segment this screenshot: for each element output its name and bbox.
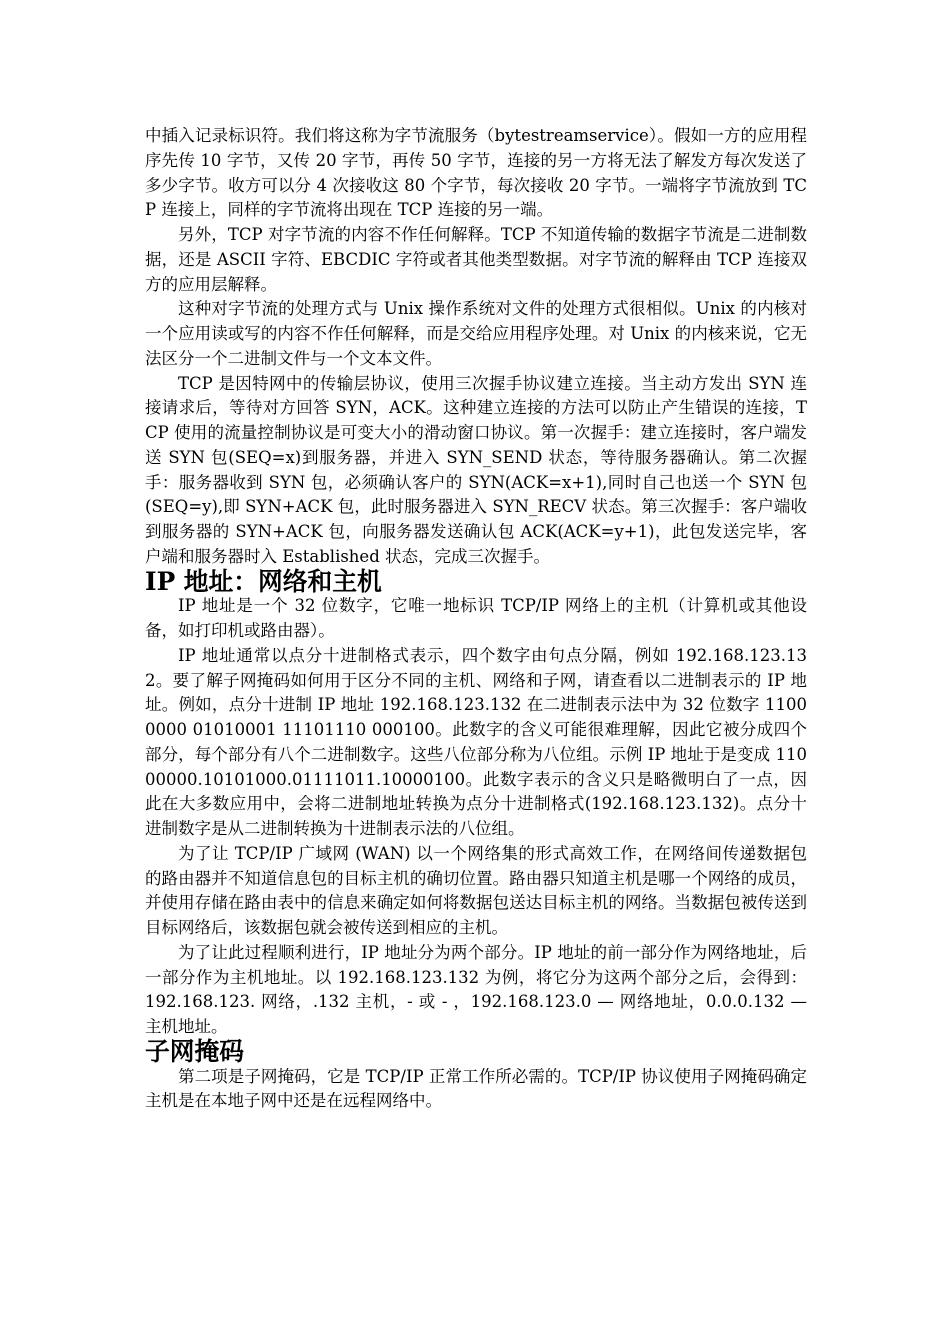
paragraph-ip-definition: IP 地址是一个 32 位数字，它唯一地标识 TCP/IP 网络上的主机（计算机或其他设备，如打印机或路由器）。 [145, 596, 807, 640]
paragraph-three-way-handshake: TCP 是因特网中的传输层协议，使用三次握手协议建立连接。当主动方发出 SYN 连接请求后，等待对方回答 SYN，ACK。这种建立连接的方法可以防止产生错误的连接，TCP 使用的流量控制协议是可变大小的滑动窗口协议。第一次握手：建立连接时，客户端发送 SYN 包(SEQ=x)到服务器，并进入 SYN_SEND 状态，等待服务器确认。第二次握手：服务器收到 SYN 包，必须确认客户的 SYN(ACK=x+1),同时自己也送一个 SYN 包(SEQ=y),即 SYN+ACK 包，此时服务器进入 SYN_RECV 状态。第三次握手：客户端收到服务器的 SYN+ACK 包，向服务器发送确认包 ACK(ACK=y+1)，此包发送完毕，客户端和服务器时入 Established 状态，完成三次握手。 [145, 373, 807, 566]
paragraph-unix-analogy: 这种对字节流的处理方式与 Unix 操作系统对文件的处理方式很相似。Unix 的内核对一个应用读或写的内容不作任何解释，而是交给应用程序处理。对 Unix 的内核来说，它无法区分一个二进制文件与一个文本文件。 [145, 299, 807, 368]
paragraph-dotted-decimal: IP 地址通常以点分十进制格式表示，四个数字由句点分隔，例如 192.168.123.132。要了解子网掩码如何用于区分不同的主机、网络和子网，请查看以二进制表示的 IP 地址。例如，点分十进制 IP 地址 192.168.123.132 在二进制表示法中为 32 位数字 11000000 01010001 11101110 000100。此数字的含义可能很难理解，因此它被分成四个部分，每个部分有八个二进制数字。这些八位部分称为八位组。示例 IP 地址于是变成 11000000.10101000.01111011.10000100。此数字表示的含义只是略微明白了一点，因此在大多数应用中，会将二进制地址转换为点分十进制格式(192.168.123.132)。点分十进制数字是从二进制转换为十进制表示法的八位组。 [145, 645, 807, 838]
paragraph-bytestream: 中插入记录标识符。我们将这称为字节流服务（bytestreamservice）。假如一方的应用程序先传 10 字节，又传 20 字节，再传 50 字节，连接的另一方将无法了解发方每次发送了多少字节。收方可以分 4 次接收这 80 个字节，每次接收 20 字节。一端将字节流放到 TCP 连接上，同样的字节流将出现在 TCP 连接的另一端。 [145, 126, 807, 220]
paragraph-tcp-no-interpretation: 另外，TCP 对字节流的内容不作任何解释。TCP 不知道传输的数据字节流是二进制数据，还是 ASCII 字符、EBCDIC 字符或者其他类型数据。对字节流的解释由 TCP 连接双方的应用层解释。 [145, 225, 807, 294]
document-page [145, 124, 807, 1114]
paragraph-network-host-split: 为了让此过程顺利进行，IP 地址分为两个部分。IP 地址的前一部分作为网络地址，后一部分作为主机地址。以 192.168.123.132 为例，将它分为这两个部分之后，会得到： 192.168.123. 网络，.132 主机，- 或 - ，192.168.123.0 — 网络地址，0.0.0.132 — 主机地址。 [145, 942, 807, 1036]
heading-ip-address: IP 地址：网络和主机 [145, 566, 382, 596]
heading-subnet-mask: 子网掩码 [145, 1036, 244, 1066]
paragraph-subnet-mask: 第二项是子网掩码，它是 TCP/IP 正常工作所必需的。TCP/IP 协议使用子网掩码确定主机是在本地子网中还是在远程网络中。 [145, 1066, 807, 1111]
paragraph-routing: 为了让 TCP/IP 广域网 (WAN) 以一个网络集的形式高效工作，在网络间传递数据包的路由器并不知道信息包的目标主机的确切位置。路由器只知道主机是哪一个网络的成员，并使用存储在路由表中的信息来确定如何将数据包送达目标主机的网络。当数据包被传送到目标网络后，该数据包就会被传送到相应的主机。 [145, 843, 807, 937]
